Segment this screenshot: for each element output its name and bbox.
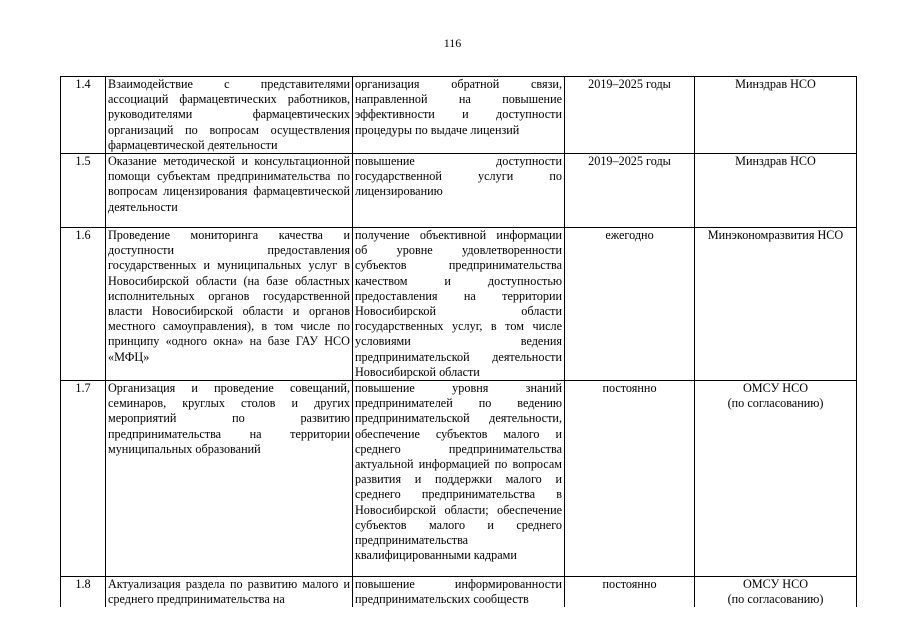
executor-line: ОМСУ НСО [742, 381, 808, 396]
table-row [61, 381, 857, 577]
executor-line: (по согласованию) [727, 396, 824, 411]
executor [695, 381, 857, 577]
executor [695, 228, 857, 381]
executor-line: Минздрав НСО [735, 77, 816, 91]
table-row [61, 154, 857, 228]
period: постоянно [565, 577, 695, 608]
executor-line: (по согласованию) [727, 592, 824, 607]
row-number: 1.4 [61, 77, 106, 154]
executor-line: Минздрав НСО [735, 154, 816, 169]
executor [695, 77, 857, 154]
period: ежегодно [565, 228, 695, 381]
page-number: 116 [443, 36, 462, 50]
row-number: 1.6 [61, 228, 106, 381]
row-number: 1.5 [61, 154, 106, 228]
action-description: Актуализация раздела по развитию малого и среднего предпринимательства на [106, 577, 353, 608]
action-plan-table [60, 76, 857, 607]
table-row [61, 228, 857, 381]
action-description: Проведение мониторинга качества и доступности предоставления государственных и муниципальных услуг в Новосибирской области (на базе областных исполнительных органов государственной власти Новосибирской области и органов местного самоуправления), в том числе по принципу «одного окна» на базе ГАУ НСО «МФЦ» [106, 228, 353, 381]
executor [695, 577, 857, 608]
action-description: Организация и проведение совещаний, семинаров, круглых столов и других мероприятий по развитию предпринимательства на территории муниципальных образований [106, 381, 353, 577]
executor-line: Минэкономразвития НСО [707, 228, 844, 243]
table-row [61, 577, 857, 608]
row-number: 1.7 [61, 381, 106, 577]
period: 2019–2025 годы [565, 154, 695, 228]
period: 2019–2025 годы [565, 77, 695, 154]
table-row [61, 77, 857, 154]
action-description: Оказание методической и консультационной помощи субъектам предпринимательства по вопросам лицензирования фармацевтической деятельности [106, 154, 353, 228]
row-number: 1.8 [61, 577, 106, 608]
expected-result: организация обратной связи, направленной на повышение эффективности и доступности процедуры по выдаче лицензий [353, 77, 565, 154]
period: постоянно [565, 381, 695, 577]
executor [695, 154, 857, 228]
expected-result: повышение доступности государственной услуги по лицензированию [353, 154, 565, 228]
executor-line: ОМСУ НСО [742, 577, 808, 592]
expected-result: повышение информированности предпринимательских сообществ [353, 577, 565, 608]
expected-result: получение объективной информации об уровне удовлетворенности субъектов предпринимательства качеством и доступностью предоставления на территории Новосибирской области государственных услуг, в том числе условиями ведения предпринимательской деятельности Новосибирской области [353, 228, 565, 381]
expected-result: повышение уровня знаний предпринимателей по ведению предпринимательской деятельности, обеспечение субъектов малого и среднего предпринимательства актуальной информацией по вопросам развития и поддержки малого и среднего предпринимательства в Новосибирской области; обеспечение субъектов малого и среднего предпринимательства квалифицированными кадрами [353, 381, 565, 577]
action-description: Взаимодействие с представителями ассоциаций фармацевтических работников, руководителями фармацевтических организаций по вопросам осуществления фармацевтической деятельности [106, 77, 353, 154]
